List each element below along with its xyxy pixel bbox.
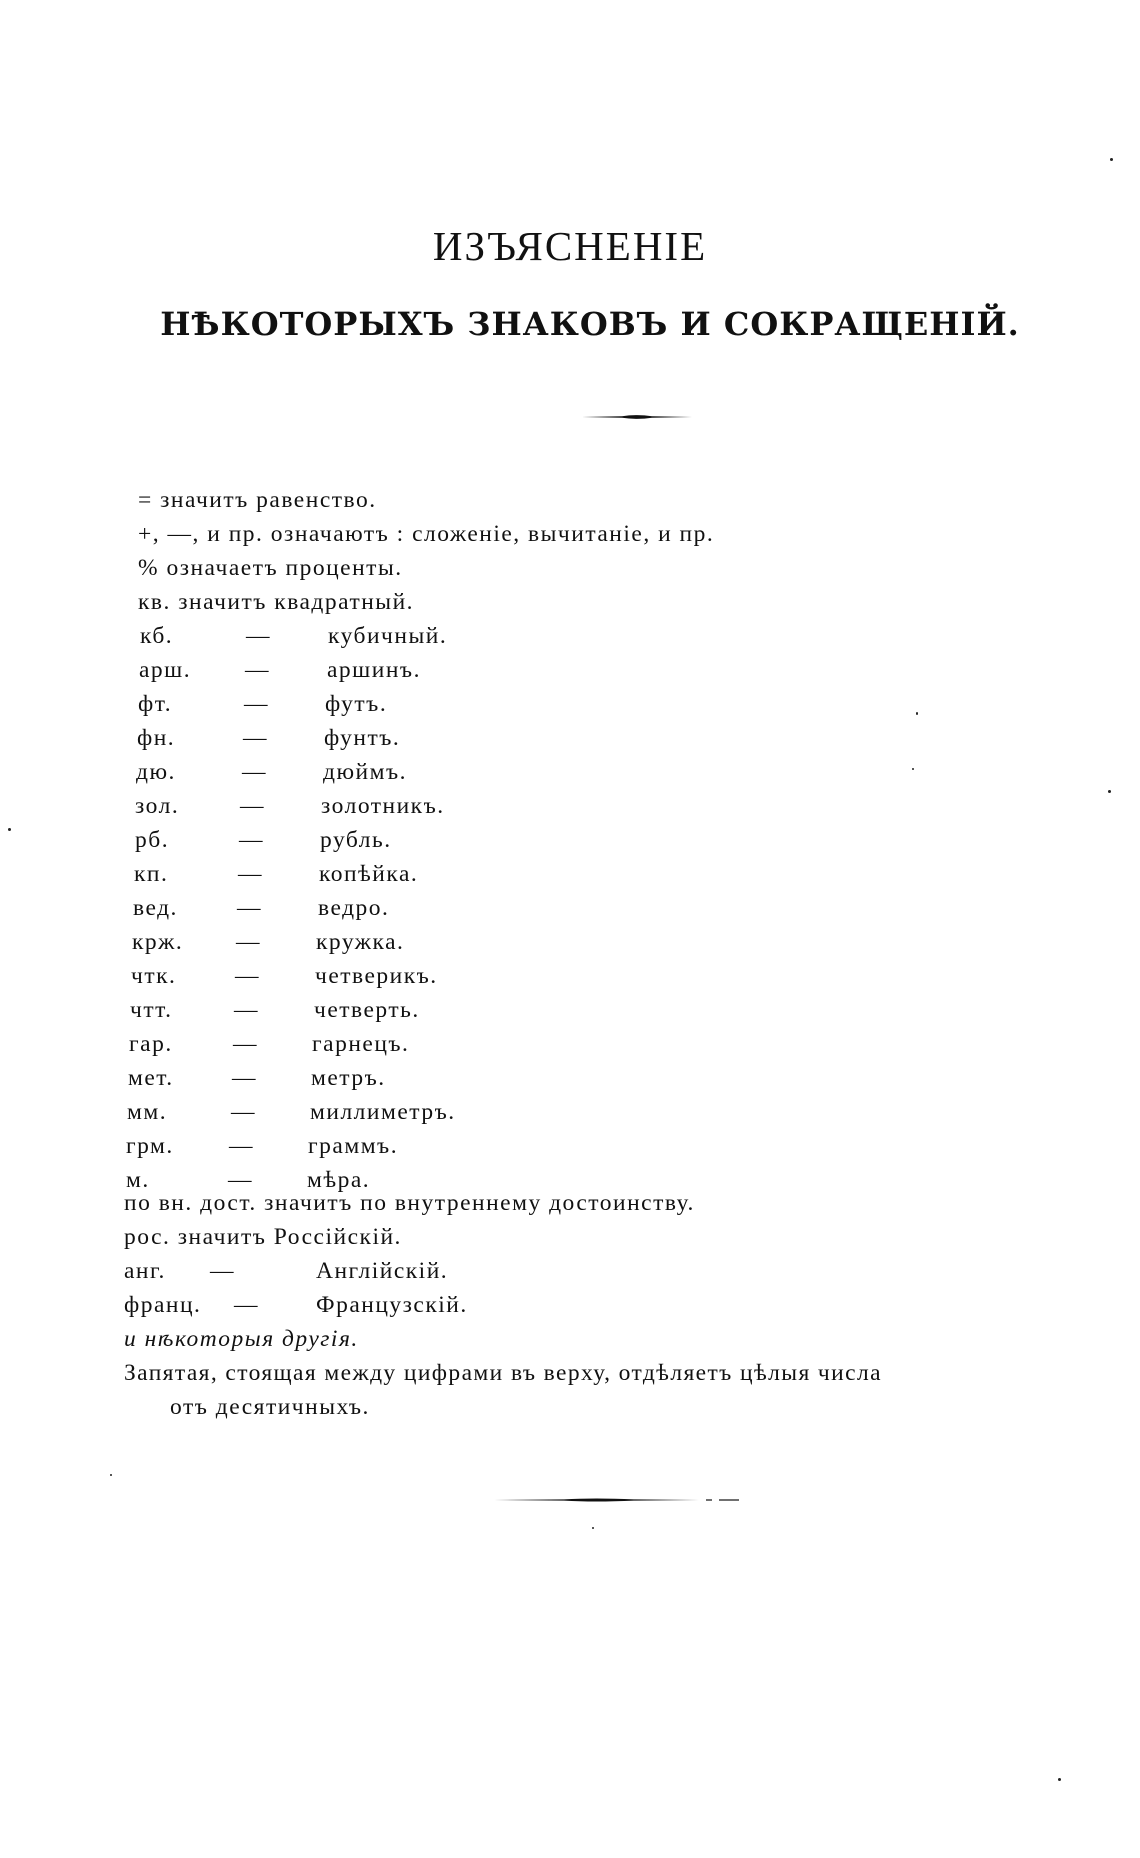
abbr-meaning: золотникъ. (321, 793, 445, 819)
abbr-dash: — (231, 1099, 256, 1125)
abbr-term: арш. (139, 657, 192, 683)
abbr-meaning: граммъ. (308, 1133, 399, 1159)
abbr-term: чтт. (130, 997, 173, 1023)
abbr-meaning: аршинъ. (327, 657, 421, 683)
abbr-meaning: Французскій. (316, 1292, 468, 1318)
scan-speck (916, 712, 918, 715)
abbr-term: грм. (126, 1133, 174, 1159)
abbr-dash: — (240, 793, 265, 819)
abbr-dash: — (232, 1065, 257, 1091)
abbr-term: франц. (124, 1292, 202, 1318)
abbr-dash: — (246, 623, 271, 649)
abbr-term: вед. (133, 895, 178, 921)
line-others: и нѣкоторыя другія. (124, 1326, 359, 1352)
ornament-divider (582, 414, 692, 420)
abbr-term: дю. (136, 759, 176, 785)
abbr-meaning: гарнецъ. (312, 1031, 410, 1057)
scan-speck (592, 1527, 594, 1529)
line-square: кв. значитъ квадратный. (138, 589, 415, 615)
abbr-meaning: ведро. (318, 895, 390, 921)
scan-speck (8, 828, 11, 831)
abbr-meaning: рубль. (320, 827, 392, 853)
abbr-term: анг. (124, 1258, 166, 1284)
page-subtitle: НѢКОТОРЫХЪ ЗНАКОВЪ И СОКРАЩЕНІЙ. (160, 305, 1020, 343)
abbr-meaning: четверикъ. (315, 963, 438, 989)
abbr-term: рб. (135, 827, 170, 853)
abbr-dash: — (238, 861, 263, 887)
abbr-dash: — (210, 1258, 235, 1284)
abbr-dash: — (229, 1133, 254, 1159)
abbr-dash: — (243, 725, 268, 751)
abbr-meaning: Англійскій. (316, 1258, 449, 1284)
abbr-term: фн. (137, 725, 176, 751)
abbr-dash: — (233, 1031, 258, 1057)
abbr-dash: — (239, 827, 264, 853)
abbr-meaning: метръ. (311, 1065, 386, 1091)
abbr-term: кб. (140, 623, 174, 649)
abbr-term: крж. (132, 929, 184, 955)
scan-speck (1108, 790, 1111, 793)
abbr-term: м. (126, 1167, 150, 1193)
line-percent: % означаетъ проценты. (138, 555, 403, 581)
abbr-dash: — (244, 691, 269, 717)
abbr-term: фт. (138, 691, 173, 717)
abbr-meaning: мѣра. (307, 1167, 371, 1193)
abbr-meaning: кубичный. (328, 623, 448, 649)
scan-speck (912, 768, 914, 770)
abbr-term: чтк. (131, 963, 177, 989)
scan-speck (1110, 158, 1113, 161)
abbr-dash: — (237, 895, 262, 921)
abbr-dash: — (245, 657, 270, 683)
line-russian: рос. значитъ Россійскій. (124, 1224, 402, 1250)
abbr-dash: — (236, 929, 261, 955)
abbr-meaning: миллиметръ. (310, 1099, 456, 1125)
abbr-meaning: копѣйка. (319, 861, 419, 887)
abbr-dash: — (228, 1167, 253, 1193)
abbr-term: кп. (134, 861, 169, 887)
ornament-divider-bottom (494, 1497, 739, 1503)
scan-speck (110, 1474, 112, 1476)
line-equals: = значитъ равенство. (138, 487, 377, 513)
abbr-dash: — (235, 963, 260, 989)
abbr-dash: — (234, 1292, 259, 1318)
abbr-meaning: футъ. (325, 691, 388, 717)
abbr-term: мет. (128, 1065, 174, 1091)
abbr-meaning: дюймъ. (323, 759, 407, 785)
abbr-term: зол. (135, 793, 180, 819)
note-line-2: отъ десятичныхъ. (170, 1394, 370, 1420)
abbr-meaning: кружка. (316, 929, 405, 955)
abbr-dash: — (242, 759, 267, 785)
scan-speck (1058, 1778, 1061, 1781)
abbr-meaning: фунтъ. (324, 725, 401, 751)
abbr-meaning: четверть. (314, 997, 420, 1023)
abbr-term: гар. (129, 1031, 173, 1057)
line-intrinsic-value: по вн. дост. значитъ по внутреннему достоинству. (124, 1190, 695, 1216)
line-plus-minus: +, —, и пр. означаютъ : сложеніе, вычитаніе, и пр. (138, 521, 715, 547)
abbr-dash: — (234, 997, 259, 1023)
page-title: ИЗЪЯСНЕНІЕ (432, 223, 708, 269)
abbr-term: мм. (127, 1099, 168, 1125)
note-line-1: Запятая, стоящая между цифрами въ верху, отдѣляетъ цѣлыя числа (124, 1360, 882, 1386)
